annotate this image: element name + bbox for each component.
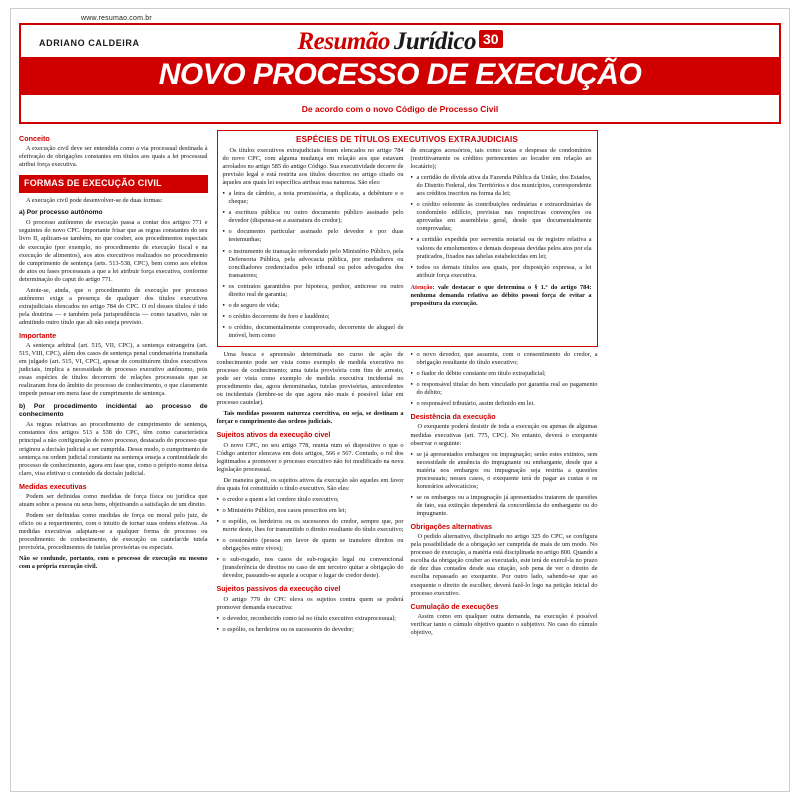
paragraph-medidas-2: Podem ser definidas como medidas de força ou moral pelo juiz, de ofício ou a requerimento, com o intuito de tornar suas ordens efetivas. As medidas executivas adaptam-se a qualquer forma de processo ou procedimento: de conhecimento, de execução ou cautelar/de tutela provisória, procedimentos de tutelas provisórias ou especiais. xyxy=(19,512,208,552)
column-2 xyxy=(217,351,404,640)
paragraph-medidas-coercitivas: Tais medidas possuem natureza coercitiva, ou seja, se destinam a forçar o cumprimento das ordens judiciais. xyxy=(216,410,404,426)
box-list-item: ● o de seguro de vida; xyxy=(223,302,404,310)
paragraph-desistencia-1: O exequente poderá desistir de toda a execução ou apenas de algumas medidas executivas (art. 775, CPC). No entanto, deverá o exequente observar o seguinte: xyxy=(410,423,598,447)
list-item-sujeito-ativo: ● o espólio, os herdeiros ou os sucessores do credor, sempre que, por morte deste, lhes for transmitido o direito resultante do título executivo; xyxy=(217,518,404,534)
paragraph-sujeitos-passivos-1: O artigo 779 do CPC eleva os sujeitos contra quem se poderá promover demanda executiva: xyxy=(216,595,404,611)
paragraph-busca-apreensao: Uma busca e apreensão determinada no curso de ação de conhecimento pode ser vista como exemplo de medida executiva no processo de conhecimento; uma tutela provisória com fins de arresto, pode ser vista como exemplo de medida executiva incidental no procedimento das, agora denominadas, tutelas provisórias, antecedentes ou incidentais (lembre-se de que agora não mais é possível falar em processo cautelar). xyxy=(216,350,404,407)
brand-secondary: Jurídico xyxy=(393,28,476,55)
list-item-sujeito-passivo: ● o novo devedor, que assumiu, com o consentimento do credor, a obrigação resultante do título executivo; xyxy=(411,351,598,367)
paragraph-sujeitos-ativos-2: De maneira geral, os sujeitos ativos da execução são aqueles em favor dos quais foi constituído o título executivo. São eles: xyxy=(216,476,404,492)
title-band xyxy=(21,57,779,95)
paragraph-sujeitos-ativos-1: O novo CPC, no seu artigo 778, reunia num só dispositivo o que o Código anterior elencava em dois artigos, 566 e 567. Contudo, o rol dos legitimados a promover o processo executivo não foi modificado na nova legislação processual. xyxy=(216,441,404,473)
heading-obrigacoes-alternativas: Obrigações alternativas xyxy=(410,522,492,531)
paragraph-conceito: A execução civil deve ser entendida como a via processual destinada à efetivação de obrigações constantes em títulos aos quais a lei processual atribui força executiva. xyxy=(19,145,208,169)
column-3 xyxy=(411,351,598,640)
below-box-columns xyxy=(217,351,598,640)
columns-2-3-wrapper xyxy=(217,130,598,778)
atencao-text: vale destacar o que determina o § 1.º do artigo 784: nenhuma demanda relativa ao débito possui força de evitar a propositura da execução. xyxy=(410,283,592,307)
box-list-item: ● o crédito referente às contribuições ordinárias e extraordinárias de condomínio edilício, previstas nas respectivas convenções ou aprovadas em assembleia geral, desde que documentalmente comprovadas; xyxy=(411,201,592,233)
document-sheet xyxy=(10,8,790,792)
list-item-sujeito-passivo: ● o devedor, reconhecido como tal no título executivo extraprocessual; xyxy=(217,615,404,623)
list-item-sujeito-passivo: ● o responsável tributário, assim definido em lei. xyxy=(411,400,598,408)
box-list-item: ● os contratos garantidos por hipoteca, penhor, anticrese ou outro direito real de garantia; xyxy=(223,283,404,299)
author-name: ADRIANO CALDEIRA xyxy=(39,38,140,48)
box-list-item: ● o documento particular assinado pelo devedor e por duas testemunhas; xyxy=(223,228,404,244)
heading-processo-autonomo: a) Por processo autônomo xyxy=(19,208,103,216)
paragraph-formas-intro: A execução civil pode desenvolver-se de duas formas: xyxy=(26,196,163,204)
box-list-item: ● a escritura pública ou outro documento público assinado pelo devedor (dispensa-se a assinatura do credor); xyxy=(223,209,404,225)
subtitle-band xyxy=(19,95,781,124)
list-item-sujeito-ativo: ● o Ministério Público, nos casos prescritos em lei; xyxy=(217,507,404,515)
list-item-desistencia: ● se os embargos ou a impugnação já apresentados tratarem de questões de fato, sua extinção dependerá da concordância do embargante ou do impugnante. xyxy=(411,494,598,518)
box-column-left xyxy=(223,147,404,343)
list-item-sujeito-ativo: ● o sub-rogado, nos casos de sub-rogação legal ou convencional (transferência de direitos no caso de um terceiro quitar a obrigação do devedor, passando-se aquele a ocupar o lugar de credor deste). xyxy=(217,556,404,580)
list-item-desistencia: ● se já apresentados embargos ou impugnação; serão estes extintos, sem necessidade de anuência do impugnante ou embargante, desde que a matéria nos embargos ou impugnação seja restrita a questões processuais; nesses casos, o exequente terá de pagar as custas e os honorários advocatícios; xyxy=(411,451,598,491)
atencao-label: Atenção: xyxy=(410,283,435,291)
box-column-right xyxy=(411,147,592,343)
heading-importante: Importante xyxy=(19,330,57,340)
box-list-item: ● a letra de câmbio, a nota promissória, a duplicata, a debênture e o cheque; xyxy=(223,190,404,206)
paragraph-incidental: As regras relativas ao procedimento de cumprimento de sentença, constantes dos artigos 513 a 538 do CPC, têm como característica principal a não configuração de novo processo, destacado do processo que originou a decisão judicial a ser cumprida. Desse modo, o cumprimento de sentença ou ordem judicial constante na sentença enseja a continuidade do processo de conhecimento, agora em fase que, como o próprio nome deixa claro, visa efetivar o conteúdo da decisão judicial. xyxy=(19,421,208,477)
brand-primary: Resumão xyxy=(297,28,390,55)
box-right-continuation: de encargos acessórios, tais como taxas e despesas de condomínios (restritivamente os créditos pertencentes ao locador em relação ao locatário); xyxy=(410,147,592,171)
paragraph-medidas-final: Não se confunde, portanto, com o processo de execução ou mesmo com a própria execução civil. xyxy=(19,555,208,571)
paragraph-medidas-1: Podem ser definidas como medidas de força física ou jurídica que atuam sobre a pessoa ou seus bens, objetivando a satisfação de um direito. xyxy=(19,492,208,508)
list-item-sujeito-passivo: ● o espólio, os herdeiros ou os sucessores do devedor; xyxy=(217,626,404,634)
box-left-intro: Os títulos executivos extrajudiciais foram elencados no artigo 784 do novo CPC, com alguma mudança em relação aos que estavam arrolados no artigo 585 do antigo Código. Sua executividade decorre de previsão legal e está restrita aos títulos descritos no artigo citado ou àqueles aos quais lei específica atribua essa natureza. São eles: xyxy=(222,147,404,187)
list-item-sujeito-ativo: ● o credor a quem a lei confere título executivo; xyxy=(217,496,404,504)
list-item-sujeito-passivo: ● o fiador do débito constante em título extrajudicial; xyxy=(411,370,598,378)
paragraph-autonomo-2: Anote-se, ainda, que o procedimento de execução por processo autônomo exige a presença de qualquer dos títulos executivos extrajudiciais elencados no artigo 784 do CPC. O rol desses títulos é tido pela doutrina — e também pela jurisprudência — como taxativo, não se admitindo outro título que ali não esteja previsto. xyxy=(19,286,208,326)
paragraph-obrigacoes-1: O pedido alternativo, disciplinado no artigo 325 do CPC, se configura pela possibilidade de a obrigação ser cumprida de mais de um modo. No processo de execução, a matéria está disciplinada no artigo 800. Quando a escolha da obrigação couber ao executado, este terá de exercê-la no prazo de dez dias contados desde sua citação, sob pena de ver o direito de escolha repassado ao exequente. Por outro lado, sabendo-se que ao exequente o direito de escolher, deverá fazê-lo logo na petição inicial do processo executivo. xyxy=(410,533,598,597)
page-title: NOVO PROCESSO DE EXECUÇÃO xyxy=(158,58,642,91)
heading-conceito: Conceito xyxy=(19,134,50,143)
paragraph-autonomo-1: O processo autônomo de execução passa a contar dos artigos 771 e seguintes do novo CPC. Importante frisar que as regras constantes do seu livro II, aplicam-se também, no que couber, aos procedimentos especiais de execução (por exemplo, no procedimento de execução fiscal e na execução de alimentos), aos atos executivos realizados no procedimento de cumprimento de sentença (arts. 513-538, CPC), bem como aos efeitos de atos ou fases processuais a que a lei atribuir força executiva, conforme determinação do caput do artigo 771. xyxy=(19,219,208,283)
box-title: ESPÉCIES DE TÍTULOS EXECUTIVOS EXTRAJUDICIAIS xyxy=(296,135,518,144)
section-bar-formas-execucao: FORMAS DE EXECUÇÃO CIVIL xyxy=(19,175,208,193)
titulos-extrajudiciais-box xyxy=(217,130,598,347)
box-list-item: ● a certidão expedida por serventia notarial ou de registro relativa a valores de emolumentos e demais despesas devidas pelos atos por ela praticados, fixados nas tabelas estabelecidas em lei; xyxy=(411,236,592,260)
box-list-item: ● o crédito decorrente de foro e laudêmio; xyxy=(223,313,404,321)
box-columns xyxy=(223,147,592,343)
list-item-sujeito-ativo: ● o cessionário (pessoa em favor de quem se transfere direitos ou obrigações entre vivos); xyxy=(217,537,404,553)
page-subtitle: De acordo com o novo Código de Processo Civil xyxy=(301,104,499,114)
heading-cumulacao-execucoes: Cumulação de execuções xyxy=(410,601,499,611)
website-url: www.resumao.com.br xyxy=(81,15,152,22)
column-1 xyxy=(19,130,210,778)
heading-medidas-executivas: Medidas executivas xyxy=(19,481,87,491)
heading-desistencia: Desistência da execução xyxy=(410,412,496,422)
heading-procedimento-incidental: b) Por procedimento incidental ao processo de conhecimento xyxy=(19,402,208,418)
heading-sujeitos-ativos: Sujeitos ativos da execução civel xyxy=(216,430,331,440)
masthead xyxy=(19,23,781,95)
box-atencao-note xyxy=(411,284,592,308)
paragraph-importante-1: A sentença arbitral (art. 515, VII, CPC), a sentença estrangeira (art. 515, VIII, CPC), além dos casos de sentença penal condenatória transitada em julgado (art. 515, VI, CPC), apesar de constituírem títulos executivos judiciais, implica a necessidade de processo executivo autônomo, pois essas espécies de títulos decorrem de relações processuais que se realizaram fora do âmbito do processo de conhecimento, o que claramente impede pensar em mera fase de cumprimento de sentença. xyxy=(19,342,208,398)
content-columns xyxy=(19,130,781,778)
paragraph-cumulacao-1: Assim como em qualquer outra demanda, na execução é possível verificar tanto o cúmulo objetivo quanto o subjetivo. No caso do cúmulo objetivo, xyxy=(410,612,598,636)
list-item-sujeito-passivo: ● o responsável titular do bem vinculado por garantia real ao pagamento do débito; xyxy=(411,381,598,397)
box-list-item: ● todos os demais títulos aos quais, por disposição expressa, a lei atribuir força executiva. xyxy=(411,264,592,280)
box-list-item: ● o instrumento de transação referendado pelo Ministério Público, pela Defensoria Pública, pela advocacia pública, por mediadores ou conciliadores credenciados pelo tribunal ou pelos advogados dos transatores; xyxy=(223,248,404,280)
box-list-item: ● o crédito, documentalmente comprovado, decorrente de aluguel de imóvel, bem como xyxy=(223,324,404,340)
box-list-item: ● a certidão de dívida ativa da Fazenda Pública da União, dos Estados, do Distrito Federal, dos Territórios e dos municípios, correspondente aos créditos inscritos na forma da lei; xyxy=(411,174,592,198)
heading-sujeitos-passivos: Sujeitos passivos da execução civel xyxy=(216,584,341,594)
issue-number-badge: 30 xyxy=(479,30,503,48)
